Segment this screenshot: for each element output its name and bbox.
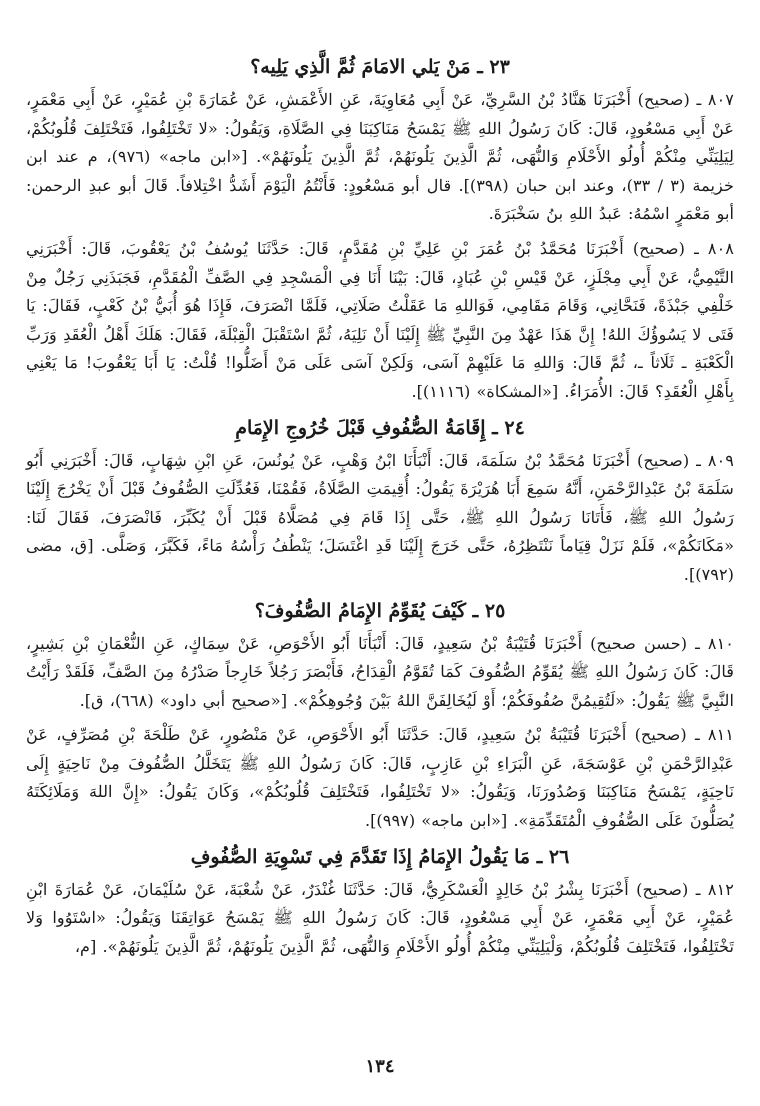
hadith-source: [«صحيح أبي داود» (٦٦٨)، ق]. [79,690,288,710]
section-heading-23: ٢٣ ـ مَنْ يَلي الامَامَ ثُمَّ الَّذِي يَلِيه؟ [250,56,510,78]
hadith-source: [ق، مضى (٧٩٢)]. [26,536,734,584]
hadith-source: [«ابن ماجه» (٩٧٦)، م عند ابن خزيمة (٣ / ٣٣)، وعند ابن حبان (٣٩٨)]. قال أبو مَسْعُودٍ: فَأَنْتُمُ الْيَوْمَ أَشَدُّ اخْتِلافاً. قَالَ أبو عبدِ الرحمن: أبو مَعْمَرٍ اسْمُهُ: عَبدُ اللهِ بنُ سَخْبَرَةَ. [26,147,734,224]
hadith-809 [26,447,734,590]
hadith-text: ٨٠٨ ـ (صحيح) أَخْبَرَنَا مُحَمَّدُ بْنُ عُمَرَ بْنِ عَلِيِّ بْنِ مُقَدَّمٍ، قَالَ: حَدَّثَنَا يُوسُفُ بْنُ يَعْقُوبَ، قَالَ: أَخْبَرَنِي التَّيْمِيُّ، عَنْ أَبِي مِجْلَزٍ، عَنْ قَيْسِ بْنِ عُبَادٍ، قَالَ: بَيْنَا أَنَا فِي الْمَسْجِدِ فِي الصَّفِّ الْمُقَدَّمِ، فَجَبَذَنِي رَجُلٌ مِنْ خَلْفِي جَبْذَةً، فَنَحَّانِي، وَقَامَ مَقَامِي، فَوَاللهِ مَا عَقَلْتُ صَلَاتِي، فَلَمَّا انْصَرَفَ، فَإِذَا هُوَ أُبَيُّ بْنُ كَعْبٍ، فَقَالَ: يَا فَتَى لا يَسُوؤُكَ اللهُ! إِنَّ هَذَا عَهْدٌ مِنَ النَّبِيِّ ﷺ إِلَيْنَا أَنْ نَلِيَهُ، ثُمَّ اسْتَقْبَلَ الْقِبْلَةَ، فَقَالَ: هَلَكَ أَهْلُ الْعُقَدِ وَرَبِّ الْكَعْبَةِ ـ ثَلَاثاً ـ، ثُمَّ قَالَ: وَاللهِ مَا عَلَيْهِمْ آسَى، وَلَكِنْ آسَى عَلَى مَنْ أَضَلُّوا! قُلْتُ: يَا أَبَا يَعْقُوبَ! مَا يَعْنِي بِأَهْلِ الْعُقَدِ؟ قَالَ: الأُمَرَاءُ. [26,238,734,401]
hadith-810 [26,630,734,716]
page-number: ١٣٤ [365,1056,395,1077]
hadith-807 [26,86,734,229]
hadith-source: [م، [74,936,97,956]
hadith-text: ٨١٠ ـ (حسن صحيح) أَخْبَرَنَا قُتَيْبَةُ بْنُ سَعِيدٍ، قَالَ: أَنْبَأَنَا أَبُو الأَحْوَصِ، عَنْ سِمَاكٍ، عَنِ النُّعْمَانِ بْنِ بَشِيرٍ، قَالَ: كَانَ رَسُولُ اللهِ ﷺ يُقَوِّمُ الصُّفُوفَ كَمَا تُقَوَّمُ الْقِدَاحُ، فَأَبْصَرَ رَجُلاً خَارِجاً صَدْرُهُ مِنَ الصَّفِّ، فَلَقَدْ رَأَيْتُ النَّبِيَّ ﷺ يَقُولُ: «لَتُقِيمُنَّ صُفُوفَكُمْ؛ أَوْ لَيُخَالِفَنَّ اللهُ بَيْنَ وُجُوهِكُمْ». [26,633,734,710]
hadith-source: [«المشكاة» (١١١٦)]. [411,381,559,401]
section-heading-26: ٢٦ ـ مَا يَقُولُ الإِمَامُ إِذَا تَقَدَّمَ فِي تَسْوِيَةِ الصُّفُوفِ [190,845,570,868]
section-heading-24: ٢٤ ـ إِقَامَةُ الصُّفُوفِ قَبْلَ خُرُوجِ الإِمَامِ [235,416,525,439]
hadith-812 [26,876,734,962]
hadith-source: [«ابن ماجه» (٩٩٧)]. [364,811,508,831]
hadith-text: ٨٠٧ ـ (صحيح) أَخْبَرَنَا هَنَّادُ بْنُ السَّرِيِّ، عَنْ أَبِي مُعَاوِيَةَ، عَنِ الأَعْمَشِ، عَنْ عُمَارَةَ بْنِ عُمَيْرٍ، عَنْ أَبِي مَعْمَرٍ، عَنْ أَبِي مَسْعُودٍ، قَالَ: كَانَ رَسُولُ اللهِ ﷺ يَمْسَحُ مَنَاكِبَنَا فِي الصَّلَاةِ، وَيَقُولُ: «لا تَخْتَلِفُوا، فَتَخْتَلِفَ قُلُوبُكُمْ، لِيَلِيَنِّي مِنْكُمْ أُولُو الأَحْلَامِ وَالنُّهَى، ثُمَّ الَّذِينَ يَلُونَهُمْ، ثُمَّ الَّذِينَ يَلُونَهُمْ». [26,90,734,167]
hadith-811 [26,721,734,835]
hadith-808 [26,235,734,407]
section-heading-25: ٢٥ ـ كَيْفَ يُقَوِّمُ الإِمَامُ الصُّفُوفَ؟ [254,599,506,622]
hadith-text: ٨١٢ ـ (صحيح) أَخْبَرَنَا بِشْرُ بْنُ خَالِدٍ الْعَسْكَرِيُّ، قَالَ: حَدَّثَنَا غُنْدَرٌ، عَنْ شُعْبَةَ، عَنْ سُلَيْمَانَ، عَنْ عُمَارَةَ ابْنِ عُمَيْرٍ، عَنْ أَبِي مَعْمَرٍ، عَنْ أَبِي مَسْعُودٍ، قَالَ: كَانَ رَسُولُ اللهِ ﷺ يَمْسَحُ عَوَاتِقَنَا وَيَقُولُ: «اسْتَوُوا وَلا تَخْتَلِفُوا، فَتَخْتَلِفَ قُلُوبُكُمْ، وَلْيَلِيَنِّي مِنْكُمْ أُولُو الأَحْلَامِ وَالنُّهَى، ثُمَّ الَّذِينَ يَلُونَهُمْ، ثُمَّ الَّذِينَ يَلُونَهُمْ». [26,879,734,956]
hadith-text: ٨١١ ـ (صحيح) أَخْبَرَنَا قُتَيْبَةُ بْنُ سَعِيدٍ، قَالَ: حَدَّثَنَا أَبُو الأَحْوَصِ، عَنْ مَنْصُورٍ، عَنْ طَلْحَةَ بْنِ مُصَرِّفٍ، عَنْ عَبْدِالرَّحْمَنِ بْنِ عَوْسَجَةَ، عَنِ الْبَرَاءِ بْنِ عَازِبٍ، قَالَ: كَانَ رَسُولُ اللهِ ﷺ يَتَخَلَّلُ الصُّفُوفَ مِنْ نَاحِيَةٍ إِلَى نَاحِيَةٍ، يَمْسَحُ مَنَاكِبَنَا وَصُدُورَنَا، وَيَقُولُ: «لا تَخْتَلِفُوا، فَتَخْتَلِفَ قُلُوبُكُمْ»، وَكَانَ يَقُولُ: «إِنَّ اللهَ وَمَلَائِكَتَهُ يُصَلُّونَ عَلَى الصُّفُوفِ الْمُتَقَدِّمَةِ». [26,725,734,831]
hadith-text: ٨٠٩ ـ (صحيح) أَخْبَرَنَا مُحَمَّدُ بْنُ سَلَمَةَ، قَالَ: أَنْبَأَنَا ابْنُ وَهْبٍ، عَنْ يُونُسَ، عَنِ ابْنِ شِهَابٍ، قَالَ: أَخْبَرَنِي أَبُو سَلَمَةَ بْنُ عَبْدِالرَّحْمَنِ، أَنَّهُ سَمِعَ أَبَا هُرَيْرَةَ يَقُولُ: أُقِيمَتِ الصَّلَاةُ، فَقُمْنَا، فَعُدِّلَتِ الصُّفُوفُ قَبْلَ أَنْ يَخْرُجَ إِلَيْنَا رَسُولُ اللهِ ﷺ، فَأَتَانَا رَسُولُ اللهِ ﷺ، حَتَّى إِذَا قَامَ فِي مُصَلَّاهُ قَبْلَ أَنْ يُكَبِّرَ، فَانْصَرَفَ، فَقَالَ لَنَا: «مَكَانَكُمْ»، فَلَمْ نَزَلْ قِيَاماً نَنْتَظِرُهُ، حَتَّى خَرَجَ إِلَيْنَا قَدِ اغْتَسَلَ؛ يَنْطُفُ رَأْسُهُ مَاءً، فَكَبَّرَ، وَصَلَّى. [26,450,734,556]
